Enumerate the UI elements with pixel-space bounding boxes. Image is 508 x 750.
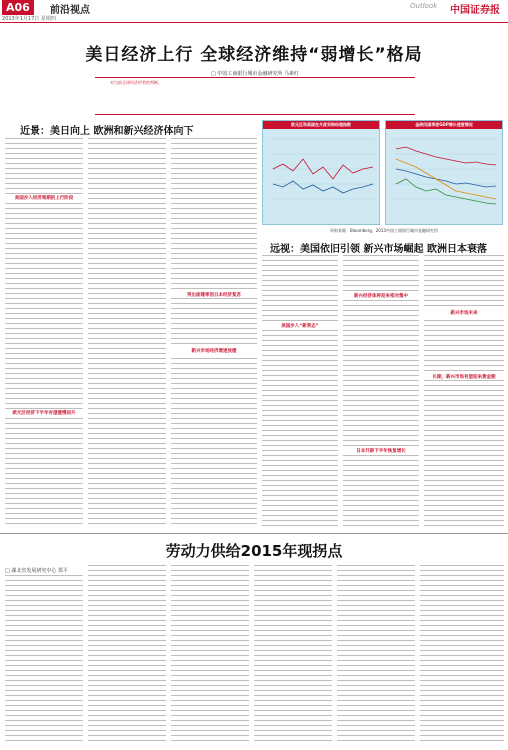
- col-head-7: 日本开辟下半年恢复增长: [343, 448, 419, 454]
- lead-text: 对当前全球经济形势的判断。: [110, 80, 162, 85]
- section-divider: [0, 533, 508, 534]
- column-6: [424, 255, 504, 528]
- header-rule: [0, 22, 508, 23]
- chart-bric-series-b: [396, 169, 496, 187]
- col-head-9: 长期，新兴市场有望迎来黄金期: [424, 374, 504, 380]
- outlook-label: Outlook: [410, 2, 438, 10]
- bottom-column-4: [254, 565, 332, 745]
- chart-bric-series-d: [396, 159, 496, 199]
- bottom-headline: 劳动力供给2015年现拐点: [165, 542, 343, 560]
- newspaper-name: 中国证券报: [450, 5, 500, 16]
- bottom-byline: □ 湖北省发展研究中心 郑平: [5, 568, 68, 574]
- page-header: [0, 0, 508, 14]
- bottom-column-6: [420, 565, 504, 745]
- chart-pmi-series-b: [273, 181, 373, 193]
- bottom-column-2: [88, 565, 166, 745]
- column-3: [171, 138, 257, 528]
- section-code: A06: [2, 0, 34, 15]
- chart-bric-series-c: [396, 179, 496, 204]
- chart-bric-gdp: [385, 120, 503, 225]
- chart-bric-title: 金砖四国季度GDP增长速度情况: [386, 121, 502, 129]
- col-head-1: 美国步入经济周期的上行阶段: [5, 195, 83, 201]
- bottom-column-3: [171, 565, 249, 745]
- col-head-2: 欧元区经济下半年有望缓慢回升: [5, 410, 83, 416]
- col-head-6: 新兴经济体将迎来相对集中: [343, 293, 419, 299]
- chart-bric-series-a: [396, 147, 496, 165]
- left-subhead: 近景：美日向上 欧洲和新兴经济体向下: [20, 126, 194, 137]
- right-subhead: 远视：美国依旧引领 新兴市场崛起 欧洲日本衰落: [270, 244, 487, 255]
- main-headline: 美日经济上行 全球经济维持“弱增长”格局: [85, 45, 423, 65]
- col-head-5: 美国步入“新常态”: [262, 323, 338, 329]
- col-head-8: 新兴市场未来: [424, 310, 504, 316]
- section-name: 前沿视点: [50, 5, 90, 16]
- col-head-3: 突出面建率创日本经济复苏: [171, 292, 257, 298]
- bottom-column-1: [5, 575, 83, 745]
- chart-pmi-plot: [263, 129, 379, 221]
- chart-source: 资料来源：Bloomberg，2013中国工商银行城市金融研究所: [330, 228, 438, 233]
- column-2: [88, 138, 166, 528]
- bottom-column-5: [337, 565, 415, 745]
- col-head-4: 新兴市场经济增速放缓: [171, 348, 257, 354]
- date-line: 2013年1月17日 星期四: [2, 16, 56, 22]
- chart-bric-plot: [386, 129, 502, 221]
- chart-pmi-title: 欧元区和美国在月度采购经理指数: [263, 121, 379, 129]
- column-4: [262, 255, 338, 528]
- main-byline: □ 中国工商银行城市金融研究所 马素红: [211, 71, 299, 77]
- chart-pmi: [262, 120, 380, 225]
